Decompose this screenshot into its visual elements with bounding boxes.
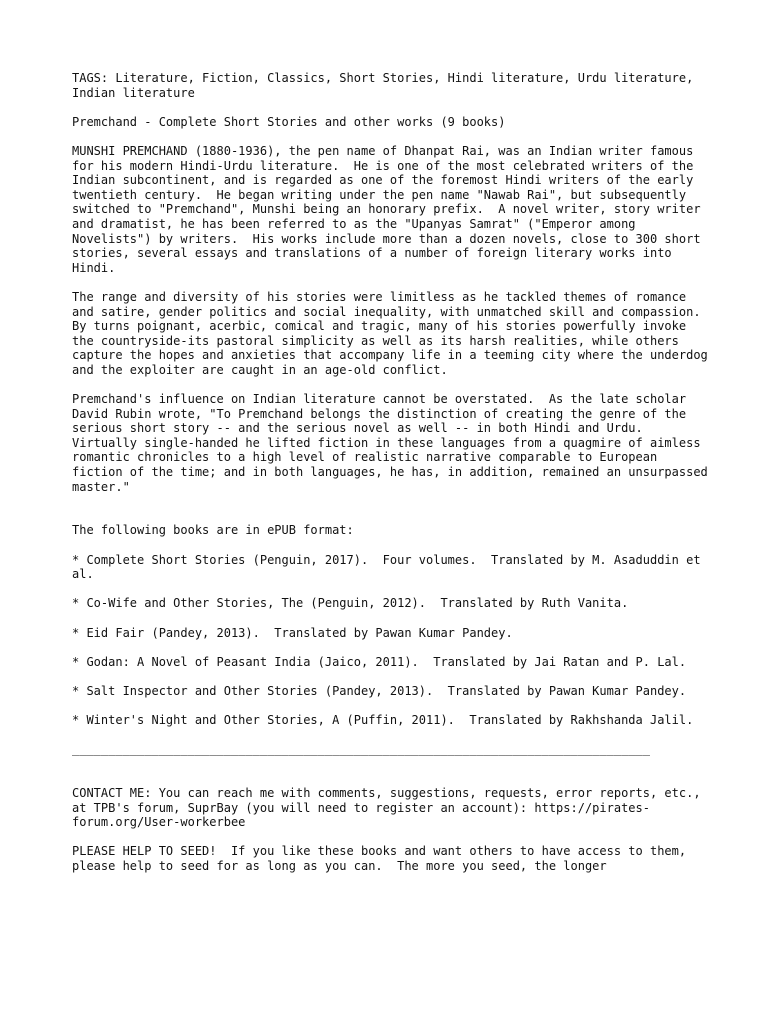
book-list bbox=[72, 553, 712, 728]
book-item: * Co-Wife and Other Stories, The (Penguin, 2012). Translated by Ruth Vanita. bbox=[72, 596, 629, 611]
spacer bbox=[72, 509, 712, 524]
influence-paragraph: Premchand's influence on Indian literature cannot be overstated. As the late scholar David Rubin wrote, "To Premchand belongs the distinction of creating the genre of the serious short story -- and the serious novel as well -- in both Hindi and Urdu. Virtually single-handed he lifted fiction in these languages from a quagmire of aimless romantic chronicles to a high level of realistic narrative comparable to European fiction of the time; and in both languages, he has, in addition, remained an unsurpassed master." bbox=[72, 392, 715, 494]
bio-paragraph: MUNSHI PREMCHAND (1880-1936), the pen name of Dhanpat Rai, was an Indian writer famous for his modern Hindi-Urdu literature. He is one of the most celebrated writers of the Indian subcontinent, and is regarded as one of the foremost Hindi writers of the early twentieth century. He began writing under the pen name "Nawab Rai", but subsequently switched to "Premchand", Munshi being an honorary prefix. A novel writer, story writer and dramatist, he has been referred to as the "Upanyas Samrat" ("Emperor among Novelists") by writers. His works include more than a dozen novels, close to 300 short stories, several essays and translations of a number of foreign literary works into Hindi. bbox=[72, 143, 708, 275]
range-paragraph: The range and diversity of his stories were limitless as he tackled themes of romance and satire, gender politics and social inequality, with unmatched skill and compassion. By turns poignant, acerbic, comical and tragic, many of his stories powerfully invoke the countryside-its pastoral simplicity as well as its harsh realities, while others capture the hopes and anxieties that accompany life in a teeming city where the underdog and the exploiter are caught in an age-old conflict. bbox=[72, 289, 715, 377]
seed-paragraph: PLEASE HELP TO SEED! If you like these books and want others to have access to them, please help to seed for as long as you can. The more you seed, the longer bbox=[72, 844, 694, 874]
spacer bbox=[72, 772, 712, 787]
book-item: * Winter's Night and Other Stories, A (Puffin, 2011). Translated by Rakhshanda Jalil. bbox=[72, 713, 694, 728]
book-item: * Eid Fair (Pandey, 2013). Translated by Pawan Kumar Pandey. bbox=[72, 625, 513, 640]
tags-line: TAGS: Literature, Fiction, Classics, Short Stories, Hindi literature, Urdu literature, Indian literature bbox=[72, 71, 701, 100]
spacer bbox=[72, 757, 712, 772]
book-item: * Godan: A Novel of Peasant India (Jaico, 2011). Translated by Jai Ratan and P. Lal. bbox=[72, 654, 687, 669]
book-item: * Salt Inspector and Other Stories (Pandey, 2013). Translated by Pawan Kumar Pandey. bbox=[72, 683, 687, 698]
books-intro: The following books are in ePUB format: bbox=[72, 523, 354, 538]
contact-paragraph: CONTACT ME: You can reach me with comments, suggestions, requests, error reports, etc., at TPB's forum, SuprBay (you will need to register an account): https://pirates-forum.org/User-workerbee bbox=[72, 786, 708, 830]
document-body bbox=[72, 71, 715, 888]
divider-line: ________________________________________________________________________________ bbox=[72, 742, 650, 757]
document-title: Premchand - Complete Short Stories and other works (9 books) bbox=[72, 114, 506, 129]
book-item: * Complete Short Stories (Penguin, 2017). Four volumes. Translated by M. Asaduddin et al. bbox=[72, 552, 708, 582]
